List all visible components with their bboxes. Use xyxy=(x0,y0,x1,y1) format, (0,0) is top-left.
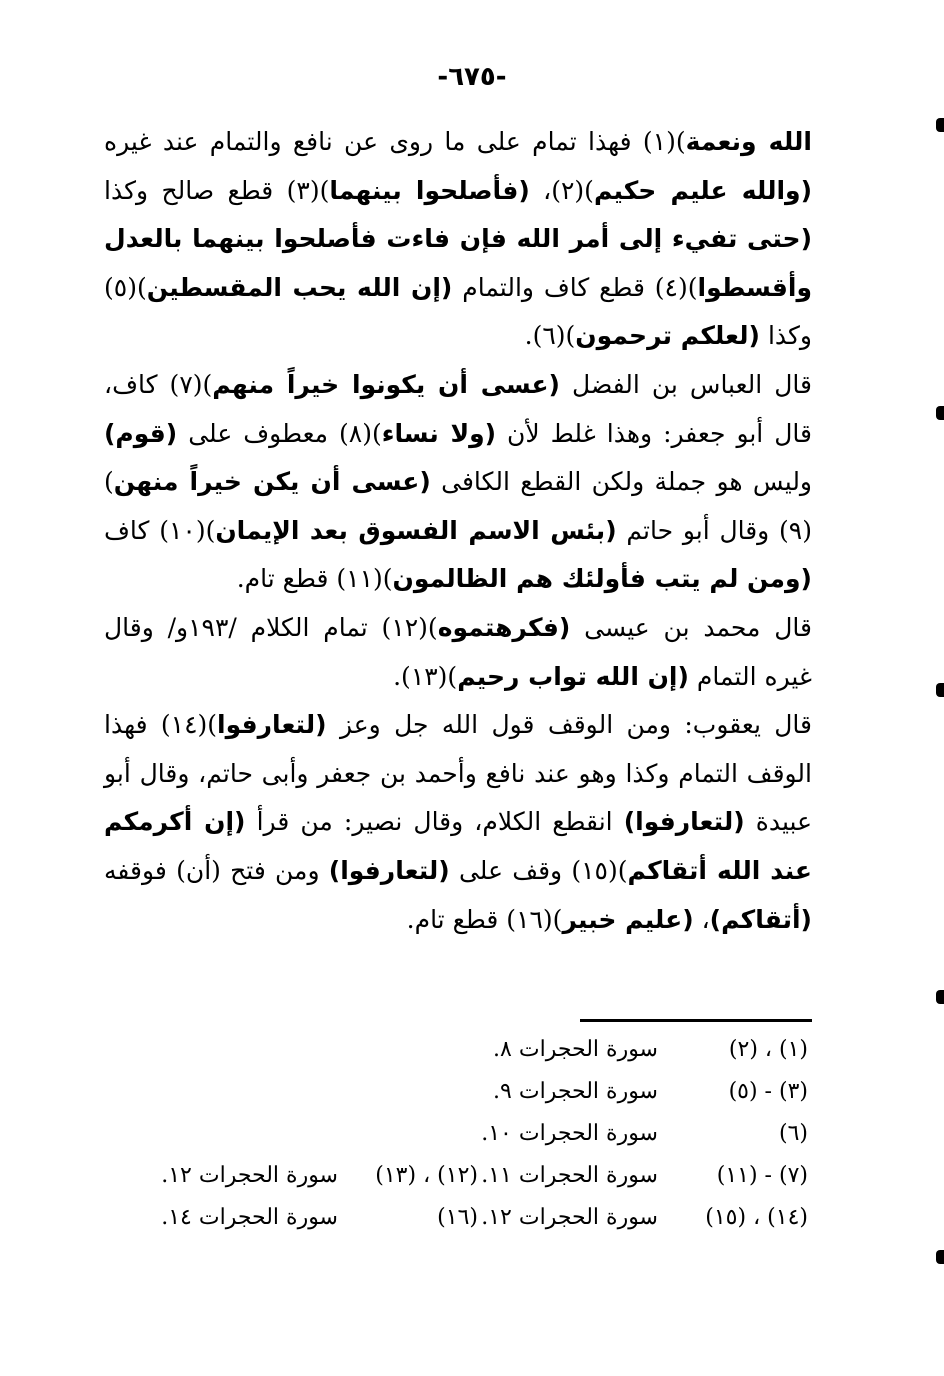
footnote-text: سورة الحجرات ١٢. xyxy=(481,1205,658,1230)
text-segment: وليس هو جملة ولكن القطع الكافى xyxy=(430,467,813,497)
text-segment: ومن فتح (أن) فوقفه xyxy=(104,855,329,885)
footnote-ref: (١٢) ، (١٣) xyxy=(375,1163,478,1188)
quran-quote: (لعلكم ترحمون xyxy=(575,321,760,351)
binding-mark xyxy=(936,1250,944,1264)
paragraph xyxy=(104,118,812,361)
quran-quote: (حتى تفيء إلى أمر الله فإن فاءت فأصلحوا بينهما بالعدل وأقسطوا xyxy=(104,224,813,302)
text-segment: انقطع الكلام، وقال نصير: من قرأ xyxy=(245,807,624,837)
text-segment: )(٦). xyxy=(524,321,576,351)
footnote-text: سورة الحجرات ١٠. xyxy=(481,1121,658,1146)
text-segment: )(١٦) قطع تام. xyxy=(406,904,563,934)
page-number: -٦٧٥- xyxy=(437,62,507,92)
footnote-ref: (٦) xyxy=(778,1121,808,1146)
quran-quote: (لتعارفوا xyxy=(217,710,327,740)
binding-mark xyxy=(936,406,944,420)
text-segment: )(١١) قطع تام. xyxy=(236,564,393,594)
footnote-ref: (٣) - (٥) xyxy=(728,1079,808,1104)
text-segment: )(١٠) كاف xyxy=(104,515,216,545)
binding-mark xyxy=(936,683,944,697)
quran-quote: الله ونعمة xyxy=(685,127,812,156)
footnote-ref: (١) ، (٢) xyxy=(728,1037,808,1062)
footnote-row xyxy=(108,1079,808,1121)
quran-quote: (ومن لم يتب فأولئك هم الظالمون xyxy=(392,564,812,594)
footnote-text: سورة الحجرات ١٢. xyxy=(161,1163,338,1188)
footnotes xyxy=(108,1037,808,1247)
footnote-text: سورة الحجرات ١١. xyxy=(481,1163,658,1188)
text-segment: ، xyxy=(693,904,710,934)
text-segment: )(٧) كاف، قال أبو جعفر: وهذا غلط لأن xyxy=(104,369,812,448)
footnote-ref: (١٤) ، (١٥) xyxy=(705,1205,808,1230)
footnote-separator xyxy=(580,1019,812,1022)
footnote-ref: (٧) - (١١) xyxy=(716,1163,808,1188)
quran-quote: (عسى أن يكونوا خيراً منهم xyxy=(212,369,560,399)
footnote-row xyxy=(108,1037,808,1079)
paragraph xyxy=(104,604,812,701)
quran-quote: (عسى أن يكن خيراً منهن xyxy=(113,467,431,497)
footnote-text: سورة الحجرات ٩. xyxy=(493,1079,658,1104)
text-segment: قال العباس بن الفضل xyxy=(559,369,812,399)
quran-quote: (إن الله تواب رحيم xyxy=(457,661,689,691)
text-segment: قال محمد بن عيسى xyxy=(570,612,812,642)
text-segment: )(٨) معطوف على xyxy=(177,418,382,448)
text-segment: )(٣) قطع صالح وكذا xyxy=(104,175,330,205)
text-segment: )(١٤) فهذا الوقف التمام وكذا وهو عند نافع وأحمد بن جعفر وأبى حاتم، وقال أبو عبيدة xyxy=(104,710,812,837)
text-segment: )(١٣). xyxy=(393,661,458,691)
quran-quote: (ولا نساء xyxy=(381,418,497,448)
quran-quote: (لتعارفوا) xyxy=(328,855,450,885)
text-segment: )(٤) قطع كاف والتمام xyxy=(452,272,698,302)
text-segment: )(٥) وكذا xyxy=(104,272,812,351)
quran-quote: (عليم خبير xyxy=(562,904,694,934)
text-segment: قال يعقوب: ومن الوقف قول الله جل وعز xyxy=(326,710,813,740)
main-text xyxy=(104,118,812,944)
paragraph xyxy=(104,361,812,604)
footnote-row xyxy=(108,1121,808,1163)
footnote-text: سورة الحجرات ١٤. xyxy=(161,1205,338,1230)
text-segment: )(١) فهذا تمام على ما روى عن نافع والتمام عند غيره xyxy=(104,127,686,156)
binding-mark xyxy=(936,118,944,132)
paragraph xyxy=(104,701,812,944)
footnote-text: سورة الحجرات ٨. xyxy=(493,1037,658,1062)
quran-quote: (فأصلحوا بينهما xyxy=(329,175,530,205)
quran-quote: (والله عليم حكيم xyxy=(593,175,812,205)
quran-quote: (أتقاكم) xyxy=(709,904,812,934)
quran-quote: (بئس الاسم الفسوق بعد الإيمان xyxy=(215,515,617,545)
text-segment: )(١٥) وقف على xyxy=(449,855,628,885)
quran-quote: (لتعارفوا) xyxy=(623,807,745,837)
quran-quote: (قوم) xyxy=(104,418,178,448)
footnote-ref: (١٦) xyxy=(437,1205,478,1230)
quran-quote: (إن أكرمكم عند الله أتقاكم xyxy=(104,807,813,885)
footnote-row xyxy=(108,1205,808,1247)
footnote-row xyxy=(108,1163,808,1205)
binding-mark xyxy=(936,990,944,1004)
text-segment: )(١٢) تمام الكلام /١٩٣و/ وقال غيره التمام xyxy=(104,612,812,691)
text-segment: )(٢)، xyxy=(529,175,594,205)
quran-quote: (فكرهتموه xyxy=(437,612,571,642)
text-segment: )(٩) وقال أبو حاتم xyxy=(104,467,812,545)
quran-quote: (إن الله يحب المقسطين xyxy=(146,272,453,302)
